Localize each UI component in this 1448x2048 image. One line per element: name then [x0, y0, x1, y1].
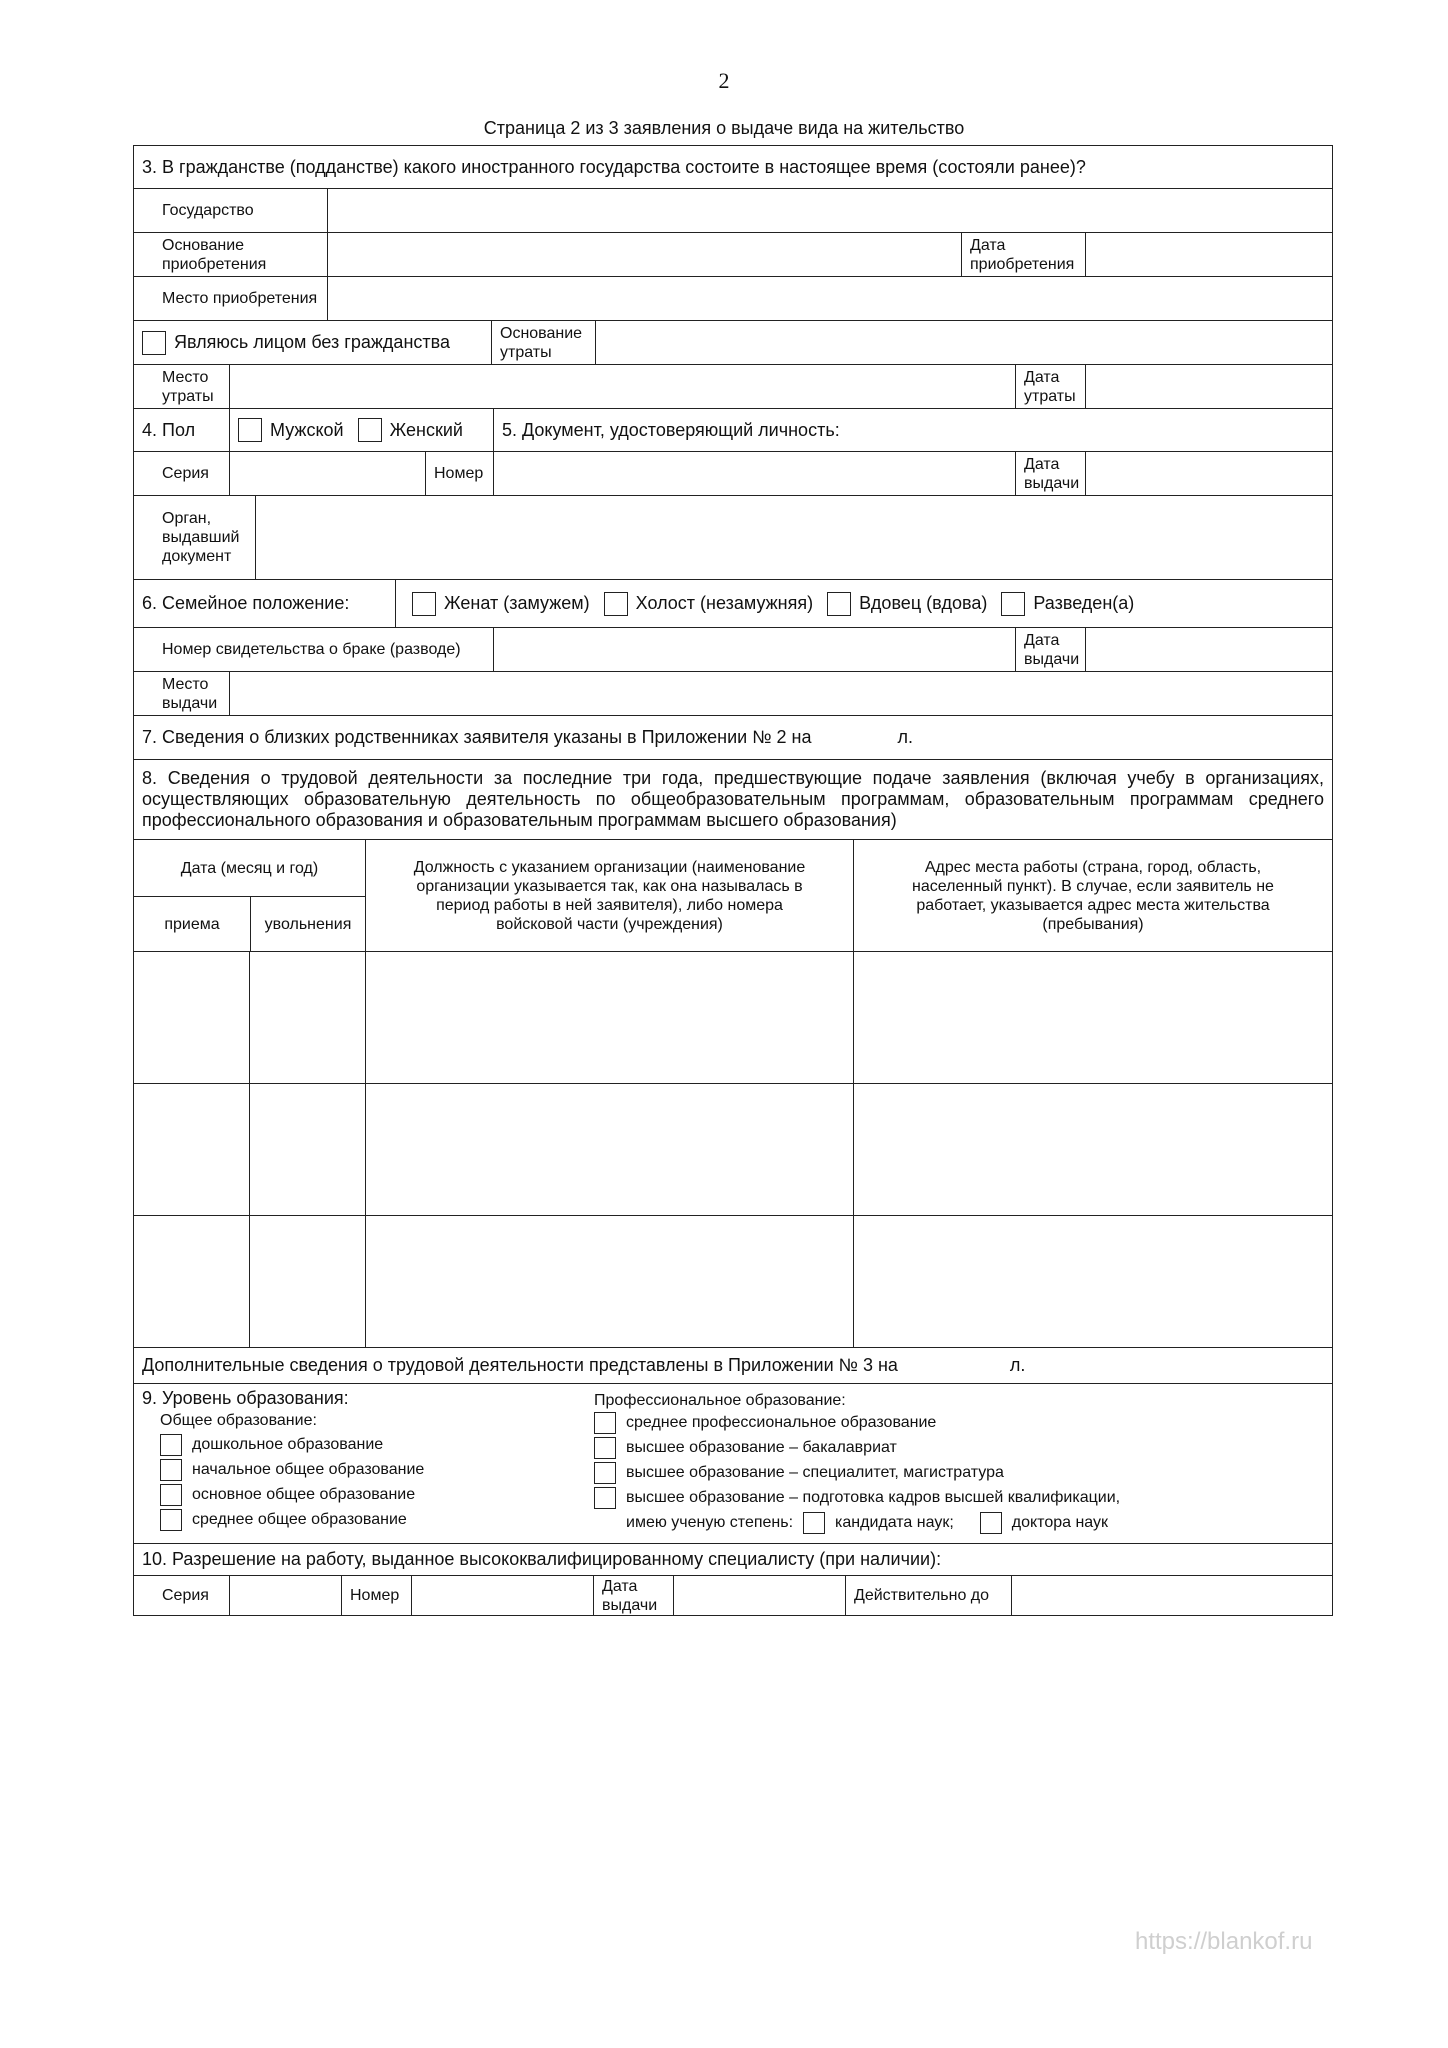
permit-valid-label: Действительно до [846, 1576, 1012, 1615]
hire-date-cell[interactable] [134, 1084, 250, 1215]
document-issue-date-label: Дата выдачи [1016, 452, 1086, 495]
widowed-checkbox[interactable] [827, 592, 851, 616]
date-header: Дата (месяц и год) [134, 840, 365, 897]
permit-number-label: Номер [342, 1576, 412, 1615]
master-label: высшее образование – специалитет, магистратура [626, 1463, 1004, 1481]
position-cell[interactable] [366, 1216, 854, 1347]
permit-date-field[interactable] [674, 1576, 846, 1615]
state-label: Государство [134, 189, 328, 232]
employment-extra-row [133, 1348, 1333, 1384]
acquisition-date-label: Дата приобретения [962, 233, 1086, 276]
certificate-row [133, 628, 1333, 672]
degree-line [594, 1510, 1324, 1535]
hire-date-cell[interactable] [134, 1216, 250, 1347]
loss-date-label: Дата утраты [1016, 365, 1086, 408]
postgraduate-label: высшее образование – подготовка кадров высшей квалификации, [626, 1488, 1121, 1506]
master-checkbox[interactable] [594, 1462, 616, 1484]
acquisition-place-label: Место приобретения [134, 277, 328, 320]
certificate-place-label: Место выдачи [134, 672, 230, 715]
doctor-checkbox[interactable] [980, 1512, 1002, 1534]
education-title: 9. Уровень образования: [142, 1388, 349, 1408]
male-checkbox[interactable] [238, 418, 262, 442]
permit-series-field[interactable] [230, 1576, 342, 1615]
marital-row [133, 580, 1333, 628]
prof-option-2[interactable] [594, 1435, 1324, 1460]
document-number-field[interactable] [494, 452, 1016, 495]
sex-options [230, 409, 494, 451]
certificate-place-field[interactable] [230, 672, 1332, 715]
page-number: 2 [718, 68, 730, 93]
sex-document-row [133, 409, 1333, 452]
document-issue-date-field[interactable] [1086, 452, 1332, 495]
primary-label: начальное общее образование [192, 1460, 425, 1478]
issuer-label: Орган, выдавший документ [134, 496, 256, 579]
acquisition-basis-field[interactable] [328, 233, 962, 276]
employment-extra-suffix: л. [1009, 1355, 1026, 1375]
work-permit-header [133, 1544, 1333, 1576]
work-permit-row [133, 1576, 1333, 1616]
loss-basis-field[interactable] [596, 321, 1332, 364]
doctor-label: доктора наук [1011, 1513, 1109, 1531]
loss-date-field[interactable] [1086, 365, 1332, 408]
candidate-label: кандидата наук; [835, 1513, 954, 1531]
issuer-row [133, 496, 1333, 580]
certificate-label: Номер свидетельства о браке (разводе) [134, 628, 494, 671]
employment-row [133, 952, 1333, 1084]
relatives-suffix: л. [897, 727, 913, 747]
acquisition-row [133, 233, 1333, 277]
address-cell[interactable] [854, 1084, 1332, 1215]
section-3-title: 3. В гражданстве (подданстве) какого иностранного государства состоите в настоящее время (состояли ранее)? [142, 156, 1086, 177]
vocational-label: среднее профессиональное образование [626, 1413, 937, 1431]
position-cell[interactable] [366, 952, 854, 1083]
fire-date-cell[interactable] [250, 952, 366, 1083]
employment-title: 8. Сведения о трудовой деятельности за последние три года, предшествующие подаче заявления (включая учебу в организациях, осуществляющих образовательную деятельность по общеобразовательным программам, образовательным программам среднего профессионального образования и образовательным программам высшего образования) [142, 768, 1324, 830]
fire-date-cell[interactable] [250, 1216, 366, 1347]
document-series-field[interactable] [230, 452, 426, 495]
certificate-date-field[interactable] [1086, 628, 1332, 671]
stateless-row [133, 321, 1333, 365]
watermark: https://blankof.ru [1135, 1928, 1313, 1955]
date-subheaders [134, 897, 365, 951]
relatives-text [134, 716, 1332, 759]
acquisition-date-field[interactable] [1086, 233, 1332, 276]
state-row [133, 189, 1333, 233]
basic-label: основное общее образование [192, 1485, 416, 1503]
married-label: Женат (замужем) [444, 593, 590, 613]
position-header: Должность с указанием организации (наименование организации указывается так, как она называлась в период работы в ней заявителя), либо номера войсковой части (учреждения) [366, 840, 854, 951]
stateless-label: Являюсь лицом без гражданства [174, 332, 451, 352]
general-option-1[interactable] [142, 1432, 594, 1457]
preschool-label: дошкольное образование [192, 1435, 384, 1453]
acquisition-place-row [133, 277, 1333, 321]
certificate-date-label: Дата выдачи [1016, 628, 1086, 671]
general-option-4[interactable] [142, 1507, 594, 1532]
issuer-field[interactable] [256, 496, 1332, 579]
employment-row [133, 1216, 1333, 1348]
employment-extra-text [134, 1348, 1332, 1383]
address-header: Адрес места работы (страна, город, область, населенный пункт). В случае, если заявитель не работает, указывается адрес места жительства (пребывания) [912, 858, 1274, 933]
loss-place-field[interactable] [230, 365, 1016, 408]
position-cell[interactable] [366, 1084, 854, 1215]
female-label: Женский [389, 419, 463, 440]
state-field[interactable] [328, 189, 1332, 232]
fire-date-cell[interactable] [250, 1084, 366, 1215]
certificate-field[interactable] [494, 628, 1016, 671]
general-option-3[interactable] [142, 1482, 594, 1507]
loss-place-label: Место утраты [134, 365, 230, 408]
secondary-label: среднее общее образование [192, 1510, 407, 1528]
marital-title: 6. Семейное положение: [134, 580, 396, 627]
male-label: Мужской [270, 419, 344, 440]
prof-option-3[interactable] [594, 1460, 1324, 1485]
document-number-row [133, 452, 1333, 496]
candidate-checkbox[interactable] [803, 1512, 825, 1534]
single-checkbox[interactable] [604, 592, 628, 616]
vocational-checkbox[interactable] [594, 1412, 616, 1434]
permit-number-field[interactable] [412, 1576, 594, 1615]
document-number-label: Номер [426, 452, 494, 495]
professional-education-column [594, 1388, 1324, 1537]
married-checkbox[interactable] [412, 592, 436, 616]
bachelor-checkbox[interactable] [594, 1437, 616, 1459]
hire-header: приема [134, 897, 251, 951]
acquisition-basis-label: Основание приобретения [134, 233, 328, 276]
professional-education-title: Профессиональное образование: [594, 1392, 846, 1409]
preschool-checkbox[interactable] [160, 1434, 182, 1456]
stateless-checkbox[interactable] [142, 331, 166, 355]
secondary-checkbox[interactable] [160, 1509, 182, 1531]
address-cell[interactable] [854, 1216, 1332, 1347]
marital-options [396, 580, 1332, 627]
bachelor-label: высшее образование – бакалавриат [626, 1438, 897, 1456]
application-form [133, 145, 1333, 1616]
education-section [133, 1384, 1333, 1544]
date-column-header [134, 840, 366, 951]
divorced-label: Разведен(а) [1033, 593, 1135, 613]
relatives-label: 7. Сведения о близких родственниках заявителя указаны в Приложении № 2 на [142, 727, 812, 747]
postgraduate-checkbox[interactable] [594, 1487, 616, 1509]
widowed-label: Вдовец (вдова) [859, 593, 988, 613]
address-cell[interactable] [854, 952, 1332, 1083]
divorced-checkbox[interactable] [1001, 592, 1025, 616]
stateless-option[interactable] [134, 321, 492, 364]
single-label: Холост (незамужняя) [635, 593, 814, 613]
permit-date-label: Дата выдачи [594, 1576, 674, 1615]
permit-series-label: Серия [134, 1576, 230, 1615]
relatives-row [133, 716, 1333, 760]
loss-basis-label: Основание утраты [492, 321, 596, 364]
general-option-2[interactable] [142, 1457, 594, 1482]
general-education-column [142, 1388, 594, 1537]
education-body [134, 1384, 1332, 1543]
work-permit-title: 10. Разрешение на работу, выданное высококвалифицированному специалисту (при наличии): [142, 1549, 942, 1569]
page-caption: Страница 2 из 3 заявления о выдаче вида на жительство [483, 118, 965, 138]
identity-document-title: 5. Документ, удостоверяющий личность: [502, 419, 840, 440]
acquisition-place-field[interactable] [328, 277, 1332, 320]
hire-date-cell[interactable] [134, 952, 250, 1083]
prof-option-4[interactable] [594, 1485, 1324, 1510]
primary-checkbox[interactable] [160, 1459, 182, 1481]
employment-row [133, 1084, 1333, 1216]
certificate-place-row [133, 672, 1333, 716]
document-series-label: Серия [134, 452, 230, 495]
permit-valid-field[interactable] [1012, 1576, 1332, 1615]
fire-header: увольнения [264, 915, 352, 933]
loss-row [133, 365, 1333, 409]
prof-option-1[interactable] [594, 1410, 1324, 1435]
sex-title: 4. Пол [134, 409, 230, 451]
section-3-header [133, 145, 1333, 189]
degree-label: имею ученую степень: [626, 1513, 794, 1531]
employment-table-header [133, 840, 1333, 952]
female-checkbox[interactable] [358, 418, 382, 442]
general-education-title: Общее образование: [160, 1412, 317, 1429]
employment-extra-label: Дополнительные сведения о трудовой деятельности представлены в Приложении № 3 на [142, 1355, 898, 1375]
basic-checkbox[interactable] [160, 1484, 182, 1506]
employment-header [133, 760, 1333, 840]
